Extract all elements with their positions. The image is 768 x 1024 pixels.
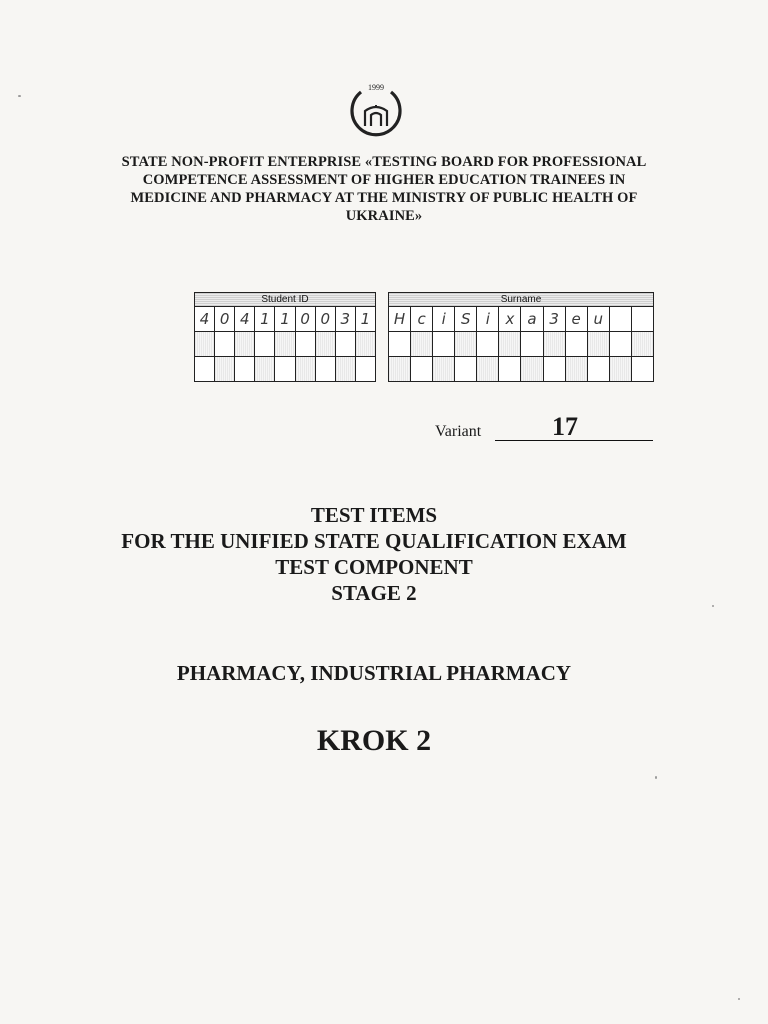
empty-cell[interactable] bbox=[433, 357, 455, 381]
header-line: MEDICINE AND PHARMACY AT THE MINISTRY OF PUBLIC HEALTH OF bbox=[130, 190, 638, 206]
surname-cell[interactable]: a bbox=[521, 307, 543, 331]
student-id-cell[interactable]: 4 bbox=[235, 307, 255, 331]
student-id-cell[interactable]: 3 bbox=[336, 307, 356, 331]
surname-row bbox=[389, 307, 653, 332]
empty-cell[interactable] bbox=[215, 332, 235, 356]
empty-cell[interactable] bbox=[389, 332, 411, 356]
empty-cell[interactable] bbox=[411, 357, 433, 381]
empty-cell[interactable] bbox=[336, 357, 356, 381]
empty-cell[interactable] bbox=[521, 357, 543, 381]
surname-row-empty bbox=[389, 332, 653, 357]
test-title-block bbox=[40, 502, 708, 606]
empty-cell[interactable] bbox=[296, 332, 316, 356]
surname-cell[interactable] bbox=[632, 307, 653, 331]
exam-name: KROK 2 bbox=[316, 724, 432, 757]
empty-cell[interactable] bbox=[389, 357, 411, 381]
student-id-cell[interactable]: 0 bbox=[316, 307, 336, 331]
empty-cell[interactable] bbox=[544, 332, 566, 356]
empty-cell[interactable] bbox=[588, 332, 610, 356]
student-id-row bbox=[195, 307, 375, 332]
empty-cell[interactable] bbox=[195, 357, 215, 381]
scan-speck bbox=[738, 998, 740, 1000]
title-line: FOR THE UNIFIED STATE QUALIFICATION EXAM bbox=[121, 529, 627, 553]
logo-year: 1999 bbox=[368, 83, 384, 92]
empty-cell[interactable] bbox=[433, 332, 455, 356]
variant-underline bbox=[495, 440, 653, 441]
scan-speck bbox=[18, 95, 21, 97]
scan-speck bbox=[712, 605, 714, 607]
student-id-cell[interactable]: 1 bbox=[275, 307, 295, 331]
empty-cell[interactable] bbox=[356, 357, 375, 381]
variant-value[interactable]: 17 bbox=[552, 412, 578, 441]
header-line: UKRAINE» bbox=[345, 208, 423, 224]
empty-cell[interactable] bbox=[275, 357, 295, 381]
surname-cell[interactable]: i bbox=[477, 307, 499, 331]
student-id-cell[interactable]: 4 bbox=[195, 307, 215, 331]
empty-cell[interactable] bbox=[235, 357, 255, 381]
surname-label: Surname bbox=[389, 293, 653, 307]
header-line: COMPETENCE ASSESSMENT OF HIGHER EDUCATION TRAINEES IN bbox=[142, 172, 626, 188]
empty-cell[interactable] bbox=[499, 357, 521, 381]
surname-cell[interactable]: e bbox=[566, 307, 588, 331]
empty-cell[interactable] bbox=[255, 332, 275, 356]
empty-cell[interactable] bbox=[455, 332, 477, 356]
empty-cell[interactable] bbox=[296, 357, 316, 381]
organization-header bbox=[60, 153, 708, 225]
empty-cell[interactable] bbox=[336, 332, 356, 356]
student-id-grid bbox=[194, 292, 376, 382]
empty-cell[interactable] bbox=[255, 357, 275, 381]
empty-cell[interactable] bbox=[610, 357, 632, 381]
title-line: TEST COMPONENT bbox=[275, 555, 473, 579]
subject-title: PHARMACY, INDUSTRIAL PHARMACY bbox=[176, 661, 572, 685]
surname-cell[interactable]: u bbox=[588, 307, 610, 331]
empty-cell[interactable] bbox=[632, 332, 653, 356]
empty-cell[interactable] bbox=[566, 332, 588, 356]
surname-cell[interactable]: 3 bbox=[544, 307, 566, 331]
empty-cell[interactable] bbox=[411, 332, 433, 356]
scan-speck bbox=[655, 776, 657, 779]
testing-board-logo-icon bbox=[341, 78, 411, 140]
empty-cell[interactable] bbox=[215, 357, 235, 381]
student-id-label: Student ID bbox=[195, 293, 375, 307]
variant-label: Variant bbox=[435, 423, 482, 440]
surname-cell[interactable]: H bbox=[389, 307, 411, 331]
empty-cell[interactable] bbox=[235, 332, 255, 356]
empty-cell[interactable] bbox=[499, 332, 521, 356]
surname-cell[interactable]: i bbox=[433, 307, 455, 331]
empty-cell[interactable] bbox=[316, 357, 336, 381]
empty-cell[interactable] bbox=[477, 332, 499, 356]
student-id-cell[interactable]: 1 bbox=[255, 307, 275, 331]
student-id-row-empty bbox=[195, 357, 375, 381]
empty-cell[interactable] bbox=[477, 357, 499, 381]
surname-row-empty bbox=[389, 357, 653, 381]
student-id-cell[interactable]: 0 bbox=[296, 307, 316, 331]
empty-cell[interactable] bbox=[275, 332, 295, 356]
header-line: STATE NON-PROFIT ENTERPRISE «TESTING BOARD FOR PROFESSIONAL bbox=[121, 154, 647, 170]
student-id-row-empty bbox=[195, 332, 375, 357]
empty-cell[interactable] bbox=[632, 357, 653, 381]
empty-cell[interactable] bbox=[316, 332, 336, 356]
empty-cell[interactable] bbox=[610, 332, 632, 356]
surname-cell[interactable]: S bbox=[455, 307, 477, 331]
empty-cell[interactable] bbox=[566, 357, 588, 381]
empty-cell[interactable] bbox=[195, 332, 215, 356]
surname-cell[interactable]: x bbox=[499, 307, 521, 331]
surname-cell[interactable] bbox=[610, 307, 632, 331]
empty-cell[interactable] bbox=[588, 357, 610, 381]
title-line: STAGE 2 bbox=[331, 581, 417, 605]
surname-grid bbox=[388, 292, 654, 382]
student-id-cell[interactable]: 0 bbox=[215, 307, 235, 331]
empty-cell[interactable] bbox=[356, 332, 375, 356]
empty-cell[interactable] bbox=[455, 357, 477, 381]
empty-cell[interactable] bbox=[544, 357, 566, 381]
surname-cell[interactable]: c bbox=[411, 307, 433, 331]
empty-cell[interactable] bbox=[521, 332, 543, 356]
variant-field bbox=[435, 412, 655, 442]
student-id-cell[interactable]: 1 bbox=[356, 307, 375, 331]
title-line: TEST ITEMS bbox=[310, 503, 438, 527]
